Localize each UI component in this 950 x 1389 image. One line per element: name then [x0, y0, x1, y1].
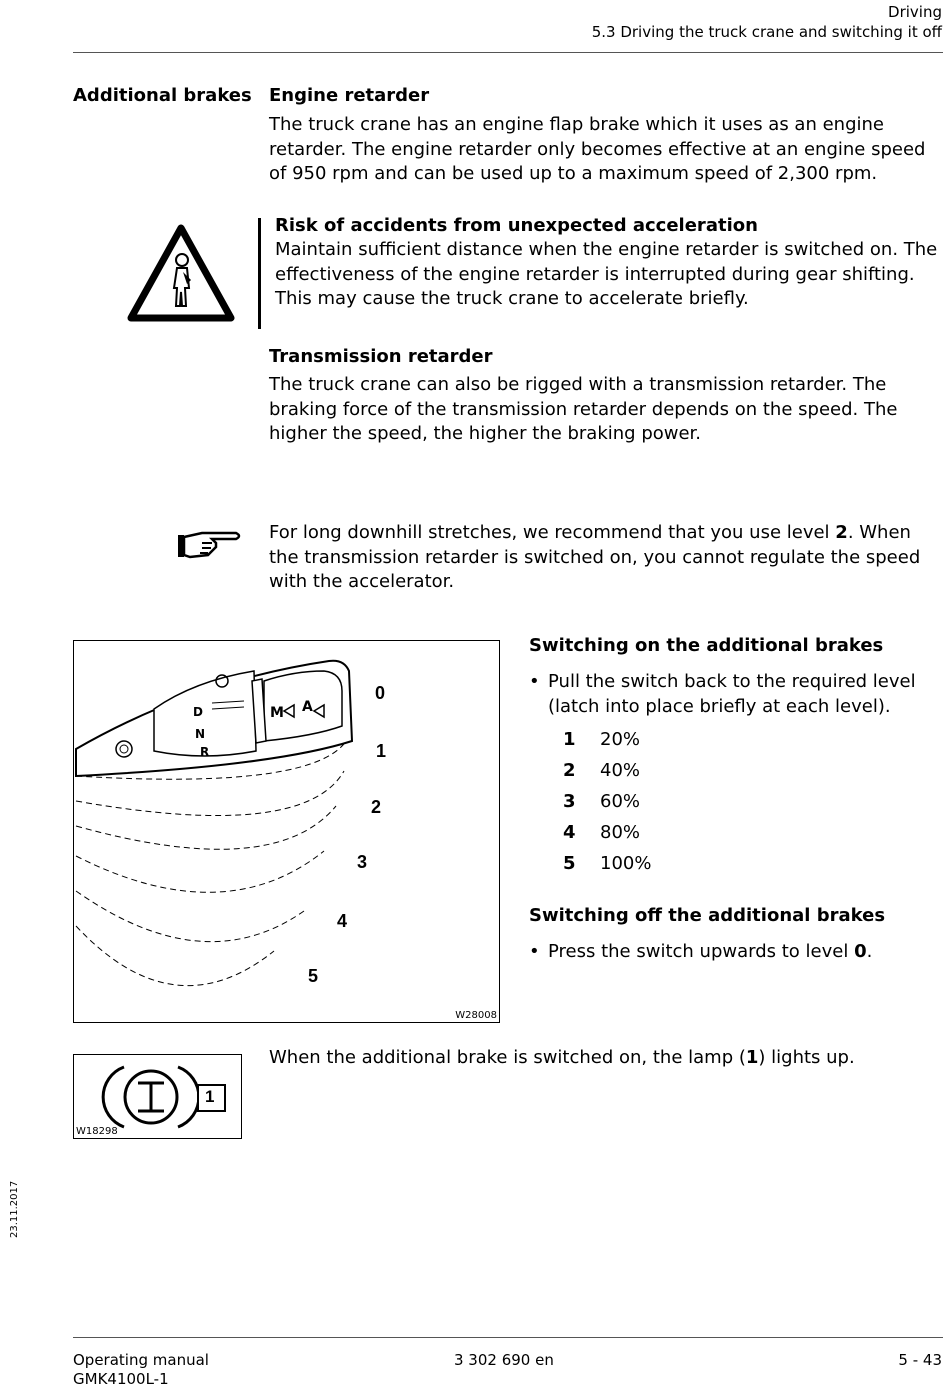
- header-section: 5.3 Driving the truck crane and switching it off: [591, 23, 942, 41]
- warning-title: Risk of accidents from unexpected acceleration: [275, 215, 758, 236]
- footer-rule: [73, 1337, 943, 1338]
- footer-doc-number: 3 302 690 en: [454, 1351, 554, 1369]
- switching-on-bullet: • Pull the switch back to the required level (latch into place briefly at each level).: [529, 671, 916, 717]
- level-row: 5 100%: [563, 853, 652, 874]
- side-heading: Additional brakes: [73, 85, 252, 106]
- date-stamp: 23.11.2017: [9, 1180, 20, 1238]
- switching-off-bullet: • Press the switch upwards to level 0.: [529, 941, 873, 962]
- footer-model: GMK4100L-1: [73, 1370, 169, 1388]
- switch-label-m: M: [270, 705, 284, 721]
- level-label-4: 4: [337, 911, 348, 931]
- lamp-text: When the additional brake is switched on, the lamp (1) lights up.: [269, 1047, 855, 1068]
- switch-label-d: D: [193, 705, 203, 719]
- level-label-2: 2: [371, 797, 382, 817]
- level-list: [529, 724, 829, 879]
- transmission-retarder-text: The truck crane can also be rigged with a transmission retarder. The braking force of the transmission retarder depends on the speed. The higher the speed, the higher the braking power.: [269, 374, 898, 444]
- warning-triangle-icon: [125, 222, 237, 324]
- level-row: 3 60%: [563, 791, 641, 812]
- warning-bar: [258, 218, 261, 329]
- level-label-3: 3: [357, 852, 368, 872]
- level-row: 2 40%: [563, 760, 641, 781]
- switch-label-a: A: [302, 699, 313, 715]
- engine-retarder-text: The truck crane has an engine flap brake which it uses as an engine retarder. The engine retarder only becomes effective at an engine speed of 950 rpm and can be used up to a maximum speed of 2,300 rpm.: [269, 114, 926, 184]
- switching-off-title: Switching off the additional brakes: [529, 905, 886, 926]
- stalk-switch-drawing: [74, 641, 499, 1022]
- level-label-1: 1: [376, 741, 387, 761]
- level-row: 4 80%: [563, 822, 641, 843]
- level-label-0: 0: [375, 683, 386, 703]
- header-chapter: Driving: [888, 3, 942, 21]
- footer-page: 5 - 43: [898, 1351, 942, 1369]
- warning-text: Maintain sufficient distance when the engine retarder is switched on. The effectiveness of the engine retarder is interrupted during gear shifting. This may cause the truck crane to accelerate briefly.: [275, 239, 938, 309]
- switch-label-n: N: [195, 727, 206, 741]
- switch-label-r: R: [200, 745, 210, 759]
- note-text: For long downhill stretches, we recommend that you use level 2. When the transmission retarder is switched on, you cannot regulate the speed with the accelerator.: [269, 522, 921, 592]
- switching-on-title: Switching on the additional brakes: [529, 635, 884, 656]
- pointing-hand-icon: [176, 527, 242, 561]
- level-row: 1 20%: [563, 729, 641, 750]
- lamp-figure-id: W18298: [76, 1126, 118, 1137]
- lamp-callout: 1: [205, 1087, 215, 1106]
- stalk-switch-figure: [73, 640, 500, 1023]
- footer-manual: Operating manual: [73, 1351, 209, 1369]
- transmission-retarder-title: Transmission retarder: [269, 346, 493, 367]
- figure-id: W28008: [455, 1010, 497, 1021]
- level-label-5: 5: [308, 966, 319, 986]
- header-rule: [73, 52, 943, 53]
- engine-retarder-title: Engine retarder: [269, 85, 430, 106]
- lamp-figure: [73, 1054, 242, 1139]
